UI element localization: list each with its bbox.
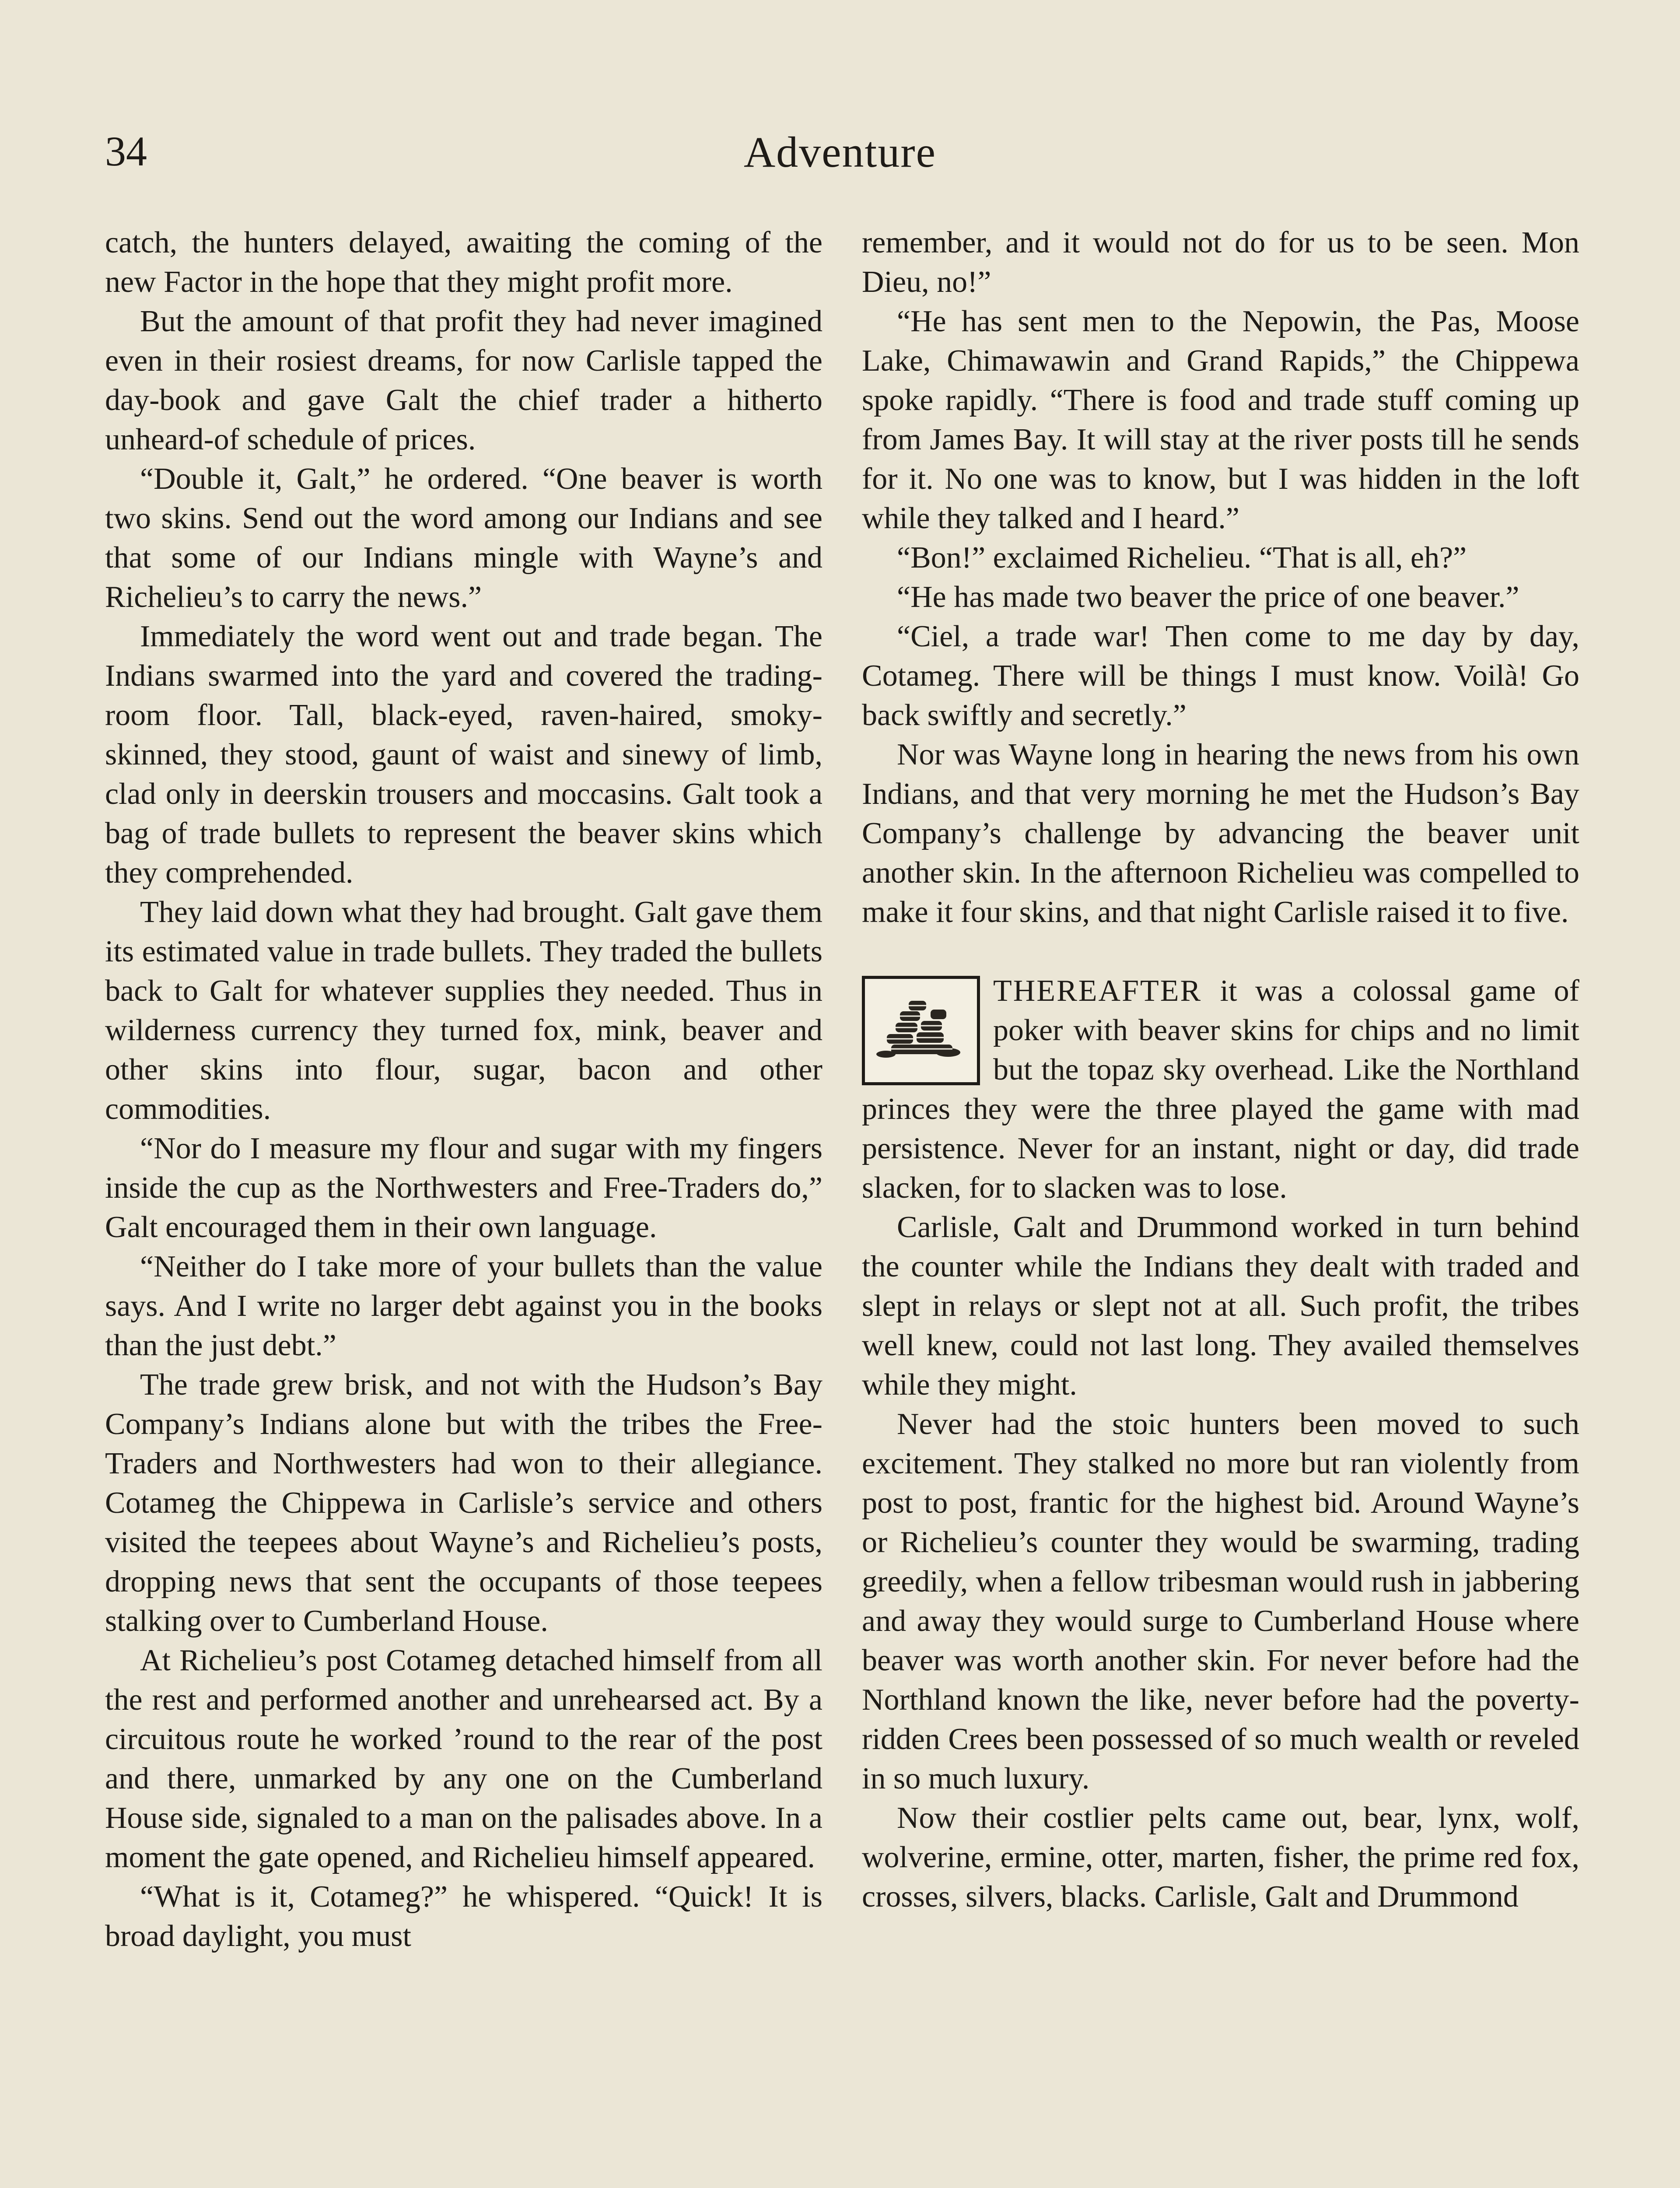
paragraph: At Richelieu’s post Cotameg detached himself from all the rest and performed another and unrehearsed act. By a circuitous route he worked ’round to the rear of the post and there, unmarked by any one on the Cumberland House side, signaled to a man on the palisades above. In a moment the gate opened, and Richelieu himself appeared. bbox=[105, 1644, 822, 1874]
right-column bbox=[862, 223, 1579, 1917]
page-header bbox=[105, 127, 1575, 188]
left-column bbox=[105, 223, 822, 1956]
paragraph: Now their costlier pelts came out, bear, lynx, wolf, wolverine, ermine, otter, marten, fisher, the prime red fox, crosses, silvers, blacks. Carlisle, Galt and Drummond bbox=[862, 1801, 1579, 1914]
coin-stack-icon bbox=[862, 976, 980, 1085]
paragraph: But the amount of that profit they had never imagined even in their rosiest dreams, for now Carlisle tapped the day-book and gave Galt the chief trader a hitherto unheard-of schedule of prices. bbox=[105, 305, 822, 456]
paragraph: Nor was Wayne long in hearing the news from his own Indians, and that very morning he met the Hudson’s Bay Company’s challenge by advancing the beaver unit another skin. In the afternoon Richelieu was compelled to make it four skins, and that night Carlisle raised it to five. bbox=[862, 738, 1579, 929]
paragraph: “Ciel, a trade war! Then come to me day by day, Cotameg. There will be things I must know. Voilà! Go back swiftly and secretly.” bbox=[862, 620, 1579, 732]
paragraph: Immediately the word went out and trade began. The Indians swarmed into the yard and covered the trading-room floor. Tall, black-eyed, raven-haired, smoky-skinned, they stood, gaunt of waist and sinewy of limb, clad only in deerskin trousers and moccasins. Galt took a bag of trade bullets to represent the beaver skins which they comprehended. bbox=[105, 620, 822, 890]
paragraph: They laid down what they had brought. Galt gave them its estimated value in trade bullets. They traded the bullets back to Galt for whatever supplies they needed. Thus in wilderness currency they turned fox, mink, beaver and other skins into flour, sugar, bacon and other commodities. bbox=[105, 895, 822, 1126]
paragraph: “He has made two beaver the price of one beaver.” bbox=[897, 580, 1519, 614]
paragraph: “He has sent men to the Nepowin, the Pas, Moose Lake, Chimawawin and Grand Rapids,” the Chippewa spoke rapidly. “There is food and trade stuff coming up from James Bay. It will stay at the river posts till he sends for it. No one was to know, but I was hidden in the loft while they talked and I heard.” bbox=[862, 305, 1579, 535]
lead-word: THEREAFTER bbox=[993, 974, 1202, 1008]
paragraph: “Neither do I take more of your bullets than the value says. And I write no larger debt against you in the books than the just debt.” bbox=[105, 1250, 822, 1362]
paragraph: “Bon!” exclaimed Richelieu. “That is all, eh?” bbox=[897, 541, 1467, 575]
running-title: Adventure bbox=[743, 128, 937, 176]
paragraph: catch, the hunters delayed, awaiting the coming of the new Factor in the hope that they might profit more. bbox=[105, 226, 822, 299]
paragraph: “Double it, Galt,” he ordered. “One beaver is worth two skins. Send out the word among our Indians and see that some of our Indians mingle with Wayne’s and Richelieu’s to carry the news.” bbox=[105, 462, 822, 614]
paragraph: remember, and it would not do for us to be seen. Mon Dieu, no!” bbox=[862, 226, 1579, 299]
section-first-text: it was a colossal game of poker with beaver skins for chips and no limit but the topaz sky overhead. Like the Northland princes they were the three played the game with mad persistence. Never for an instant, night or day, did trade slacken, for to slacken was to lose. bbox=[862, 974, 1579, 1205]
page-number: 34 bbox=[105, 128, 147, 175]
paragraph: The trade grew brisk, and not with the Hudson’s Bay Company’s Indians alone but with the tribes the Free-Traders and Northwesters had won to their allegiance. Cotameg the Chippewa in Carlisle’s service and others visited the teepees about Wayne’s and Richelieu’s posts, dropping news that sent the occupants of those teepees stalking over to Cumberland House. bbox=[105, 1368, 822, 1638]
paragraph: Never had the stoic hunters been moved to such excitement. They stalked no more but ran violently from post to post, frantic for the highest bid. Around Wayne’s or Richelieu’s counter they would be swarming, trading greedily, when a fellow tribesman would rush in jabbering and away they would surge to Cumberland House where beaver was worth another skin. For never before had the Northland known the like, never before had the poverty-ridden Crees been possessed of so much wealth or reveled in so much luxury. bbox=[862, 1407, 1579, 1795]
paragraph: “What is it, Cotameg?” he whispered. “Quick! It is broad daylight, you must bbox=[105, 1880, 822, 1953]
paragraph: Carlisle, Galt and Drummond worked in turn behind the counter while the Indians they dealt with traded and slept in relays or slept not at all. Such profit, the tribes well knew, could not last long. They availed themselves while they might. bbox=[862, 1210, 1579, 1402]
section-break bbox=[862, 971, 1579, 1208]
paragraph: “Nor do I measure my flour and sugar with my fingers inside the cup as the Northwesters and Free-Traders do,” Galt encouraged them in their own language. bbox=[105, 1132, 822, 1244]
